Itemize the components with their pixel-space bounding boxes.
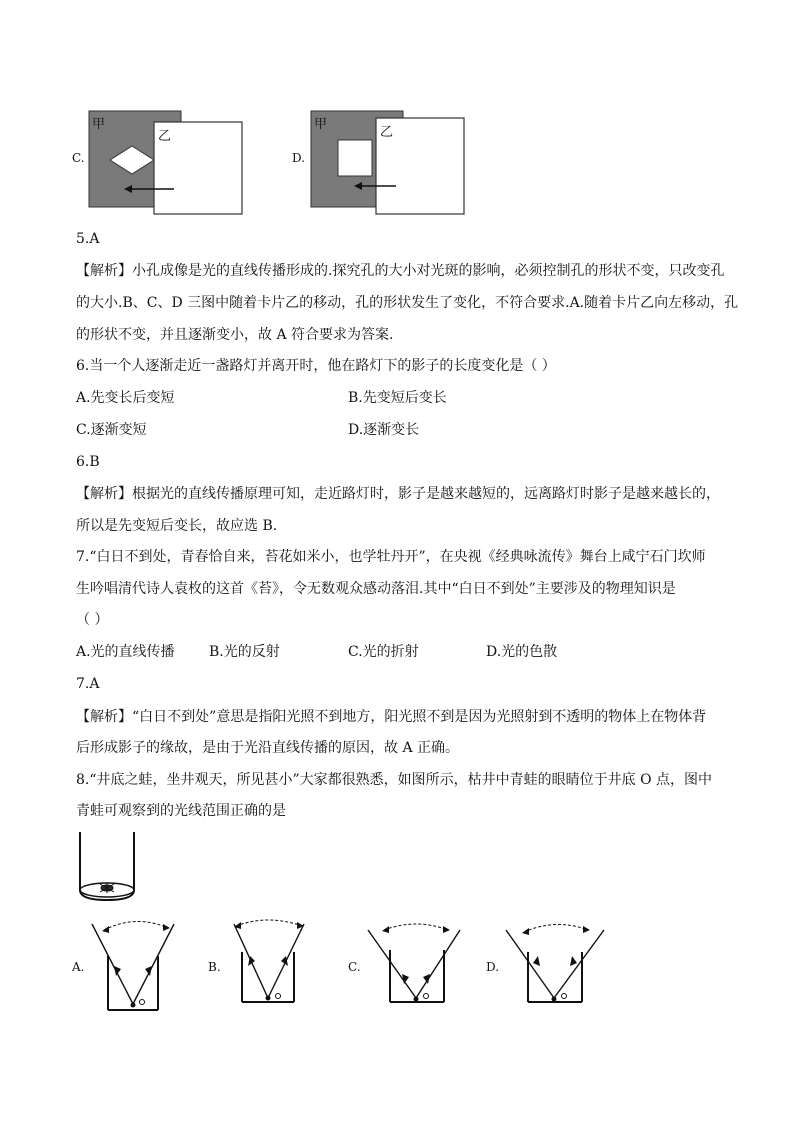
q8-option-a-label: A. <box>72 960 85 974</box>
arc-arrow-left <box>102 926 109 933</box>
q7-stem-3: （ ） <box>76 612 109 628</box>
q6-stem: 6.当一个人逐渐走近一盏路灯并离开时，他在路灯下的影子的长度变化是（ ） <box>76 358 556 374</box>
q5-analysis-2: 的大小.B、C、D 三图中随着卡片乙的移动，孔的形状发生了变化，不符合要求.A.随着卡片乙向左移动，孔 <box>76 295 739 311</box>
q8-diagram-c <box>366 916 462 1014</box>
sky-arc <box>384 924 448 930</box>
q8-stem-1: 8.“井底之蛙，坐井观天，所见甚小”大家都很熟悉，如图所示，枯井中青蛙的眼睛位于井底 O 点，图中 <box>76 772 713 788</box>
q7-option-c: C.光的折射 <box>348 644 419 660</box>
eye-point-o <box>414 997 419 1002</box>
q8-stem-2: 青蛙可观察到的光线范围正确的是 <box>76 803 286 819</box>
eye-point-o <box>266 996 271 1001</box>
q7-analysis-2: 后形成影子的缘故，是由于光沿直线传播的原因，故 A 正确。 <box>76 740 460 756</box>
arc-arrow-right <box>583 926 590 933</box>
frog-icon <box>100 883 114 893</box>
sky-arc <box>524 924 588 932</box>
card-jia-char: 甲 <box>314 117 328 132</box>
arc-arrow-left <box>522 928 529 935</box>
q6-option-c: C.逐渐变短 <box>76 422 147 438</box>
q7-stem-1: 7.“白日不到处，青春恰自来，苔花如米小，也学牡丹开”，在央视《经典咏流传》舞台上咸宁石门坎师 <box>76 549 706 565</box>
ray-right <box>416 930 460 998</box>
q8-diagram-b <box>226 916 312 1014</box>
q5-answer: 5.A <box>76 231 100 247</box>
q7-answer: 7.A <box>76 676 100 692</box>
q7-option-b: B.光的反射 <box>209 644 280 660</box>
square-hole <box>338 140 372 176</box>
q6-analysis-2: 所以是先变短后变长，故应选 B. <box>76 518 278 534</box>
q8-option-c-label: C. <box>348 960 361 974</box>
q7-option-a: A.光的直线传播 <box>76 644 175 660</box>
sky-arc <box>104 921 168 930</box>
q7-analysis-1: 【解析】“白日不到处”意思是指阳光照不到地方，阳光照不到是因为光照射到不透明的物体上在物体背 <box>76 709 707 725</box>
q7-option-d: D.光的色散 <box>486 644 558 660</box>
q6-analysis-1: 【解析】根据光的直线传播原理可知，走近路灯时，影子是越来越短的，远离路灯时影子是越来越长的， <box>76 486 720 502</box>
arc-arrow-right <box>443 926 450 933</box>
well-frog-figure <box>74 832 146 904</box>
figure-c-cards <box>88 110 248 216</box>
option-c-label: C. <box>72 151 85 165</box>
ray-left <box>92 924 133 1004</box>
q6-answer: 6.B <box>76 454 100 470</box>
card-yi-char: 乙 <box>158 129 172 144</box>
q5-analysis-3: 的形状不变，并且逐渐变小，故 A 符合要求为答案. <box>76 327 394 343</box>
ray-left <box>368 930 416 998</box>
q8-diagram-a <box>90 916 176 1014</box>
frog-mark <box>140 1000 145 1005</box>
ray-right <box>133 924 174 1004</box>
eye-point-o <box>552 997 557 1002</box>
sky-arc <box>236 920 302 926</box>
q6-option-a: A.先变长后变短 <box>76 390 175 406</box>
option-d-label: D. <box>292 151 306 165</box>
q6-option-d: D.逐渐变长 <box>348 422 420 438</box>
q6-option-b: B.先变短后变长 <box>348 390 447 406</box>
card-jia-char: 甲 <box>92 117 106 132</box>
figure-d-cards <box>310 110 470 216</box>
q8-option-b-label: B. <box>208 960 221 974</box>
frog-mark <box>424 994 429 999</box>
frog-mark <box>276 994 281 999</box>
ray-arrow-left <box>533 956 540 966</box>
q8-diagram-d <box>502 916 608 1014</box>
arc-arrow-left <box>382 926 389 933</box>
ray-left <box>506 930 554 998</box>
card-yi-char: 乙 <box>380 125 394 140</box>
frog-mark <box>562 994 567 999</box>
arc-arrow-right <box>163 924 170 931</box>
ray-right <box>554 930 604 998</box>
q7-stem-2: 生吟唱清代诗人袁枚的这首《苔》，令无数观众感动落泪.其中“白日不到处”主要涉及的物理知识是 <box>76 581 676 597</box>
ray-arrow-right <box>570 956 577 966</box>
q5-analysis-1: 【解析】小孔成像是光的直线传播形成的.探究孔的大小对光斑的影响，必须控制孔的形状不变，只改变孔 <box>76 263 725 279</box>
q8-option-d-label: D. <box>486 960 500 974</box>
eye-point-o <box>131 1003 136 1008</box>
